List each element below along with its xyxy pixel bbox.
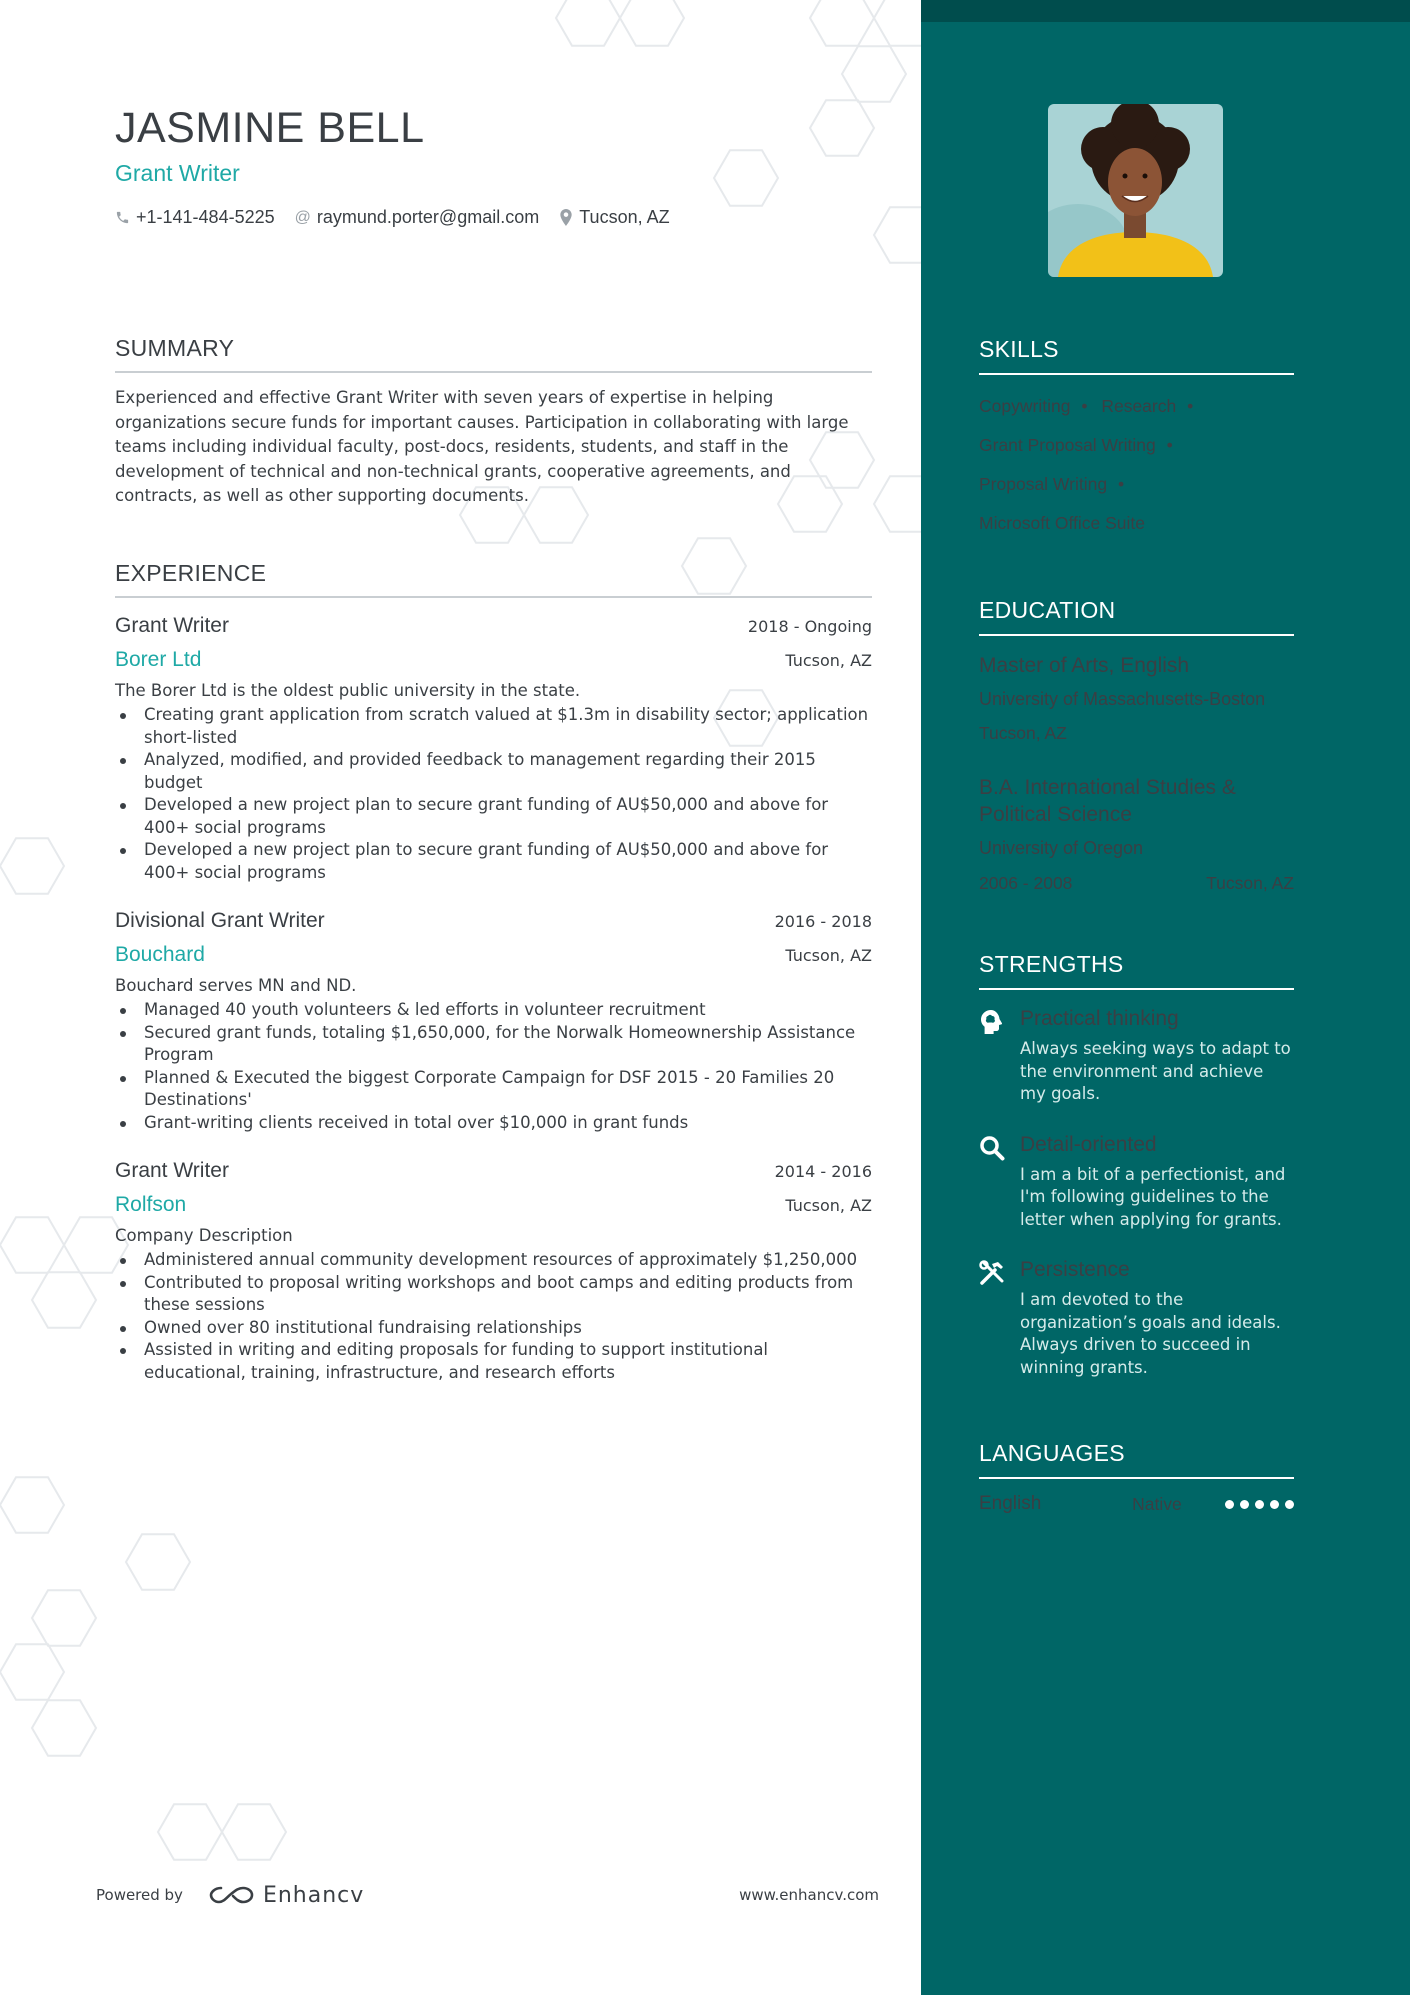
decorative-hexagon — [222, 1804, 286, 1859]
tools-icon — [979, 1258, 1020, 1379]
decorative-hexagon — [714, 150, 778, 205]
decorative-hexagon — [0, 1477, 64, 1532]
job-title: Grant Writer — [115, 160, 240, 186]
experience-date: 2014 - 2016 — [774, 1162, 872, 1181]
bullet-item: Contributed to proposal writing workshops and boot camps and editing products from these sessions — [115, 1272, 872, 1317]
skill-separator: • — [1081, 396, 1088, 416]
decorative-hexagon — [810, 0, 874, 46]
education-school: University of Massachusetts-Boston — [979, 689, 1266, 709]
skill-tag: Research — [1101, 396, 1177, 416]
bullet-item: Assisted in writing and editing proposals for funding to support institutional educational, training, infrastructure, and research efforts — [115, 1339, 872, 1384]
enhancv-logo[interactable] — [209, 1883, 364, 1908]
profile-photo — [1048, 104, 1223, 277]
experience-description: Company Description — [115, 1226, 293, 1245]
education-location: Tucson, AZ — [1206, 873, 1294, 893]
education-degree: B.A. International Studies & Political Science — [979, 776, 1236, 826]
enhancv-logo-icon — [209, 1884, 255, 1906]
search-icon — [979, 1133, 1020, 1232]
education-dates: 2006 - 2008 — [979, 873, 1073, 893]
location-text: Tucson, AZ — [579, 207, 670, 227]
brand-name: Enhancv — [262, 1882, 365, 1908]
strength-description: Always seeking ways to adapt to the environment and achieve my goals. — [1020, 1039, 1291, 1103]
skill-tag: Proposal Writing — [979, 474, 1108, 494]
strength-item — [979, 1133, 1294, 1232]
experience-title: Divisional Grant Writer — [115, 909, 325, 932]
decorative-hexagon — [874, 476, 921, 531]
decorative-hexagon — [620, 0, 684, 46]
rating-dot — [1270, 1500, 1279, 1509]
experience-company: Borer Ltd — [115, 648, 202, 671]
experience-bullets — [115, 704, 872, 884]
education-school: University of Oregon — [979, 838, 1144, 858]
decorative-hexagon — [126, 1534, 190, 1589]
experience-bullets — [115, 1249, 872, 1384]
skill-separator: • — [1117, 474, 1125, 494]
skill-tag: Grant Proposal Writing — [979, 435, 1156, 455]
location-pin-icon — [559, 209, 573, 226]
experience-location: Tucson, AZ — [785, 1196, 872, 1215]
skill-tag: Copywriting — [979, 396, 1071, 416]
decorative-hexagon — [556, 0, 620, 46]
rating-dot — [1240, 1500, 1249, 1509]
languages-heading: LANGUAGES — [979, 1440, 1294, 1479]
experience-heading: EXPERIENCE — [115, 560, 872, 598]
bullet-item: Administered annual community development resources of approximately $1,250,000 — [115, 1249, 872, 1272]
language-rating — [1219, 1500, 1294, 1509]
strength-title: Practical thinking — [1020, 1007, 1179, 1030]
experience-section — [115, 560, 872, 1384]
decorative-hexagon — [0, 838, 64, 893]
rating-dot — [1225, 1500, 1234, 1509]
brain-head-icon — [979, 1007, 1020, 1106]
education-degree: Master of Arts, English — [979, 654, 1190, 677]
summary-section — [115, 335, 872, 509]
decorative-hexagon — [810, 100, 874, 155]
language-item — [979, 1493, 1294, 1515]
experience-description: Bouchard serves MN and ND. — [115, 976, 357, 995]
decorative-hexagon — [874, 0, 921, 46]
experience-title: Grant Writer — [115, 614, 229, 637]
decorative-hexagon — [32, 1700, 96, 1755]
contact-location — [559, 207, 669, 228]
education-entry — [979, 652, 1294, 744]
language-name: English — [979, 1493, 1042, 1514]
decorative-hexagon — [874, 207, 921, 262]
skill-separator: • — [1187, 396, 1194, 416]
experience-description: The Borer Ltd is the oldest public university in the state. — [115, 681, 581, 700]
strength-title: Detail-oriented — [1020, 1132, 1157, 1156]
education-heading: EDUCATION — [979, 597, 1294, 636]
experience-entry — [115, 614, 872, 884]
strength-item — [979, 1007, 1294, 1106]
bullet-item: Analyzed, modified, and provided feedback to management regarding their 2015 budget — [115, 749, 872, 794]
decorative-hexagon — [158, 1804, 222, 1859]
experience-company: Bouchard — [115, 943, 205, 966]
experience-date: 2018 - Ongoing — [747, 617, 872, 636]
strengths-section — [979, 951, 1294, 1379]
powered-by-label: Powered by — [96, 1886, 183, 1904]
experience-entry — [115, 909, 872, 1134]
bullet-item: Creating grant application from scratch valued at $1.3m in disability sector; application short-listed — [115, 704, 872, 749]
education-location: Tucson, AZ — [979, 723, 1067, 743]
decorative-hexagon — [32, 1590, 96, 1645]
powered-by — [96, 1883, 364, 1908]
contact-row — [115, 207, 690, 228]
contact-email[interactable] — [295, 207, 540, 228]
languages-section — [979, 1440, 1294, 1515]
website-link[interactable]: www.enhancv.com — [739, 1886, 879, 1904]
skills-list — [979, 387, 1294, 543]
language-level: Native — [1132, 1493, 1182, 1514]
decorative-hexagon — [0, 1217, 64, 1272]
decorative-hexagon — [0, 1644, 64, 1699]
phone-text: +1-141-484-5225 — [136, 207, 275, 227]
strengths-heading: STRENGTHS — [979, 951, 1294, 990]
experience-entry — [115, 1159, 872, 1384]
footer — [96, 1880, 879, 1910]
bullet-item: Owned over 80 institutional fundraising relationships — [115, 1317, 872, 1340]
strength-description: I am devoted to the organization’s goals and ideals. Always driven to succeed in winning grants. — [1020, 1290, 1281, 1377]
experience-title: Grant Writer — [115, 1159, 229, 1182]
experience-location: Tucson, AZ — [785, 946, 872, 965]
sidebar-top-bar — [921, 0, 1410, 22]
strength-item — [979, 1258, 1294, 1379]
education-section — [979, 597, 1294, 894]
rating-dot — [1285, 1500, 1294, 1509]
summary-heading: SUMMARY — [115, 335, 872, 373]
bullet-item: Developed a new project plan to secure grant funding of AU$50,000 and above for 400+ social programs — [115, 839, 872, 884]
at-sign-icon: @ — [294, 208, 311, 226]
experience-bullets — [115, 999, 872, 1134]
skills-heading: SKILLS — [979, 336, 1294, 375]
bullet-item: Grant-writing clients received in total over $10,000 in grant funds — [115, 1112, 872, 1135]
bullet-item: Developed a new project plan to secure grant funding of AU$50,000 and above for 400+ social programs — [115, 794, 872, 839]
experience-company: Rolfson — [115, 1193, 187, 1216]
strength-title: Persistence — [1020, 1258, 1130, 1281]
bullet-item: Planned & Executed the biggest Corporate Campaign for DSF 2015 - 20 Families 20 Destinations' — [115, 1067, 872, 1112]
education-entry — [979, 774, 1294, 894]
rating-dot — [1255, 1500, 1264, 1509]
skill-tag: Microsoft Office Suite — [979, 513, 1145, 533]
experience-location: Tucson, AZ — [785, 651, 872, 670]
summary-text: Experienced and effective Grant Writer with seven years of expertise in helping organizations secure funds for important causes. Participation in collaborating with large teams including individual faculty, post-docs, residents, students, and staff in the development of technical and non-technical grants, cooperative agreements, and contracts, as well as other supporting documents. — [115, 388, 849, 505]
email-text: raymund.porter@gmail.com — [316, 207, 540, 227]
bullet-item: Secured grant funds, totaling $1,650,000, for the Norwalk Homeownership Assistance Program — [115, 1022, 872, 1067]
bullet-item: Managed 40 youth volunteers & led efforts in volunteer recruitment — [115, 999, 872, 1022]
candidate-name: JASMINE BELL — [115, 104, 425, 152]
skills-section — [979, 336, 1294, 543]
decorative-hexagon — [842, 46, 906, 101]
strength-description: I am a bit of a perfectionist, and I'm following guidelines to the letter when applying for grants. — [1020, 1164, 1286, 1229]
skill-separator: • — [1166, 435, 1173, 455]
contact-phone[interactable] — [115, 207, 275, 228]
decorative-hexagon — [32, 1272, 96, 1327]
phone-icon — [115, 210, 130, 225]
experience-date: 2016 - 2018 — [774, 912, 872, 931]
